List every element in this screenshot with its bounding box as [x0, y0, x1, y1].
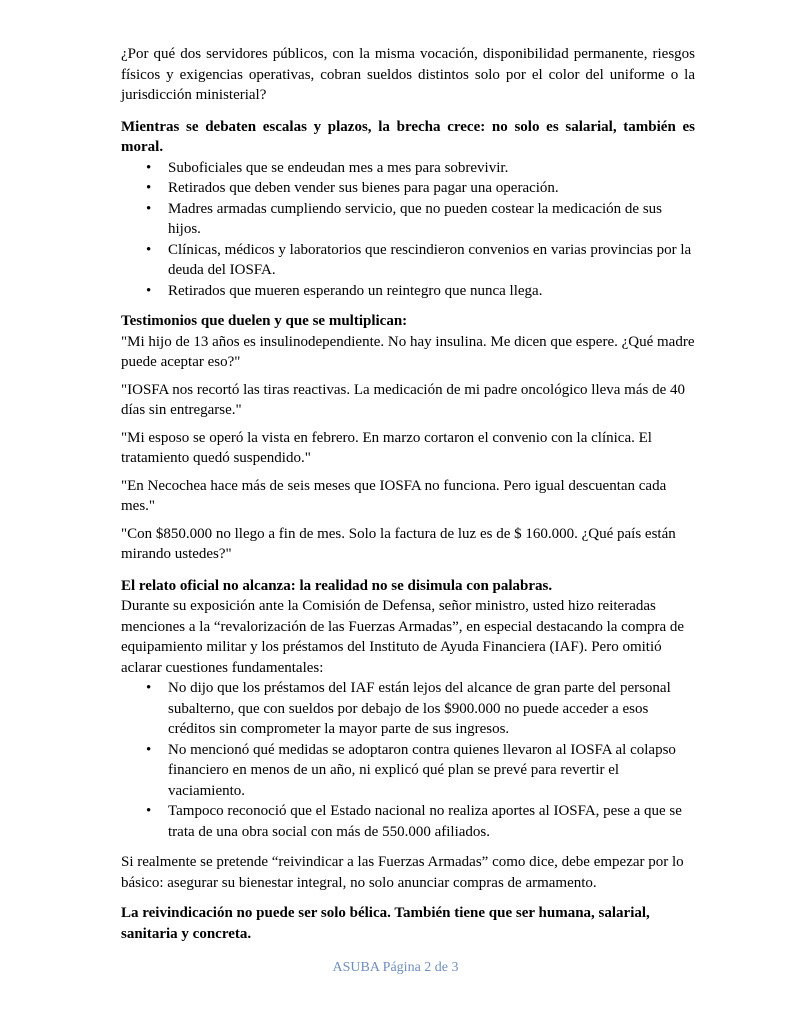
- page-footer: ASUBA Página 2 de 3: [332, 960, 459, 975]
- list-item: • Tampoco reconoció que el Estado nacional no realiza aportes al IOSFA, pese a que se trata de una obra social con más de 550.000 afiliados.: [121, 801, 695, 842]
- intro-paragraph: ¿Por qué dos servidores públicos, con la misma vocación, disponibilidad permanente, riesgos físicos y exigencias operativas, cobran sueldos distintos solo por el color del uniforme o la jurisdicción ministerial?: [121, 46, 695, 103]
- section3-heading: El relato oficial no alcanza: la realidad no se disimula con palabras.: [121, 577, 553, 594]
- closing-paragraph: Si realmente se pretende “reivindicar a las Fuerzas Armadas” como dice, debe empezar por lo básico: asegurar su bienestar integral, no solo anunciar compras de armamento.: [121, 854, 684, 891]
- closing-heading: La reivindicación no puede ser solo bélica. También tiene que ser humana, salarial, sanitaria y concreta.: [121, 905, 650, 942]
- testimonial-quote: "IOSFA nos recortó las tiras reactivas. La medicación de mi padre oncológico lleva más de 40 días sin entregarse.": [121, 381, 686, 418]
- page-body: [121, 44, 695, 944]
- list-item: • No dijo que los préstamos del IAF están lejos del alcance de gran parte del personal subalterno, que con sueldos por debajo de los $900.000 no puede acceder a esos créditos sin comprometer la mayor parte de sus ingresos.: [121, 678, 695, 740]
- list-item: • Suboficiales que se endeudan mes a mes para sobrevivir.: [121, 158, 695, 179]
- list-item: • Retirados que mueren esperando un reintegro que nunca llega.: [121, 281, 695, 302]
- testimonial-quote: "Con $850.000 no llego a fin de mes. Solo la factura de luz es de $ 160.000. ¿Qué país están mirando ustedes?": [121, 525, 676, 562]
- section1-bullet-list: [121, 158, 695, 302]
- list-item: • Retirados que deben vender sus bienes para pagar una operación.: [121, 178, 695, 199]
- section1-heading: Mientras se debaten escalas y plazos, la brecha crece: no solo es salarial, también es moral.: [121, 118, 695, 155]
- section3-paragraph: Durante su exposición ante la Comisión de Defensa, señor ministro, usted hizo reiteradas menciones a la “revalorización de las Fuerzas Armadas”, en especial destacando la compra de equipamiento militar y los préstamos del Instituto de Ayuda Financiera (IAF). Pero omitió aclarar cuestiones fundamentales:: [121, 598, 685, 676]
- list-item: • Clínicas, médicos y laboratorios que rescindieron convenios en varias provincias por la deuda del IOSFA.: [121, 240, 695, 281]
- testimonial-quote: "En Necochea hace más de seis meses que IOSFA no funciona. Pero igual descuentan cada mes.": [121, 477, 667, 514]
- list-item: • Madres armadas cumpliendo servicio, que no pueden costear la medicación de sus hijos.: [121, 199, 695, 240]
- list-item: • No mencionó qué medidas se adoptaron contra quienes llevaron al IOSFA al colapso financiero en menos de un año, ni explicó qué plan se prevé para revertir el vaciamiento.: [121, 740, 695, 802]
- section3-bullet-list: [121, 678, 695, 842]
- section2-heading: Testimonios que duelen y que se multiplican:: [121, 313, 408, 329]
- testimonial-quote: "Mi hijo de 13 años es insulinodependiente. No hay insulina. Me dicen que espere. ¿Qué madre puede aceptar eso?": [121, 333, 695, 370]
- testimonial-quote: "Mi esposo se operó la vista en febrero. En marzo cortaron el convenio con la clínica. El tratamiento quedó suspendido.": [121, 429, 652, 466]
